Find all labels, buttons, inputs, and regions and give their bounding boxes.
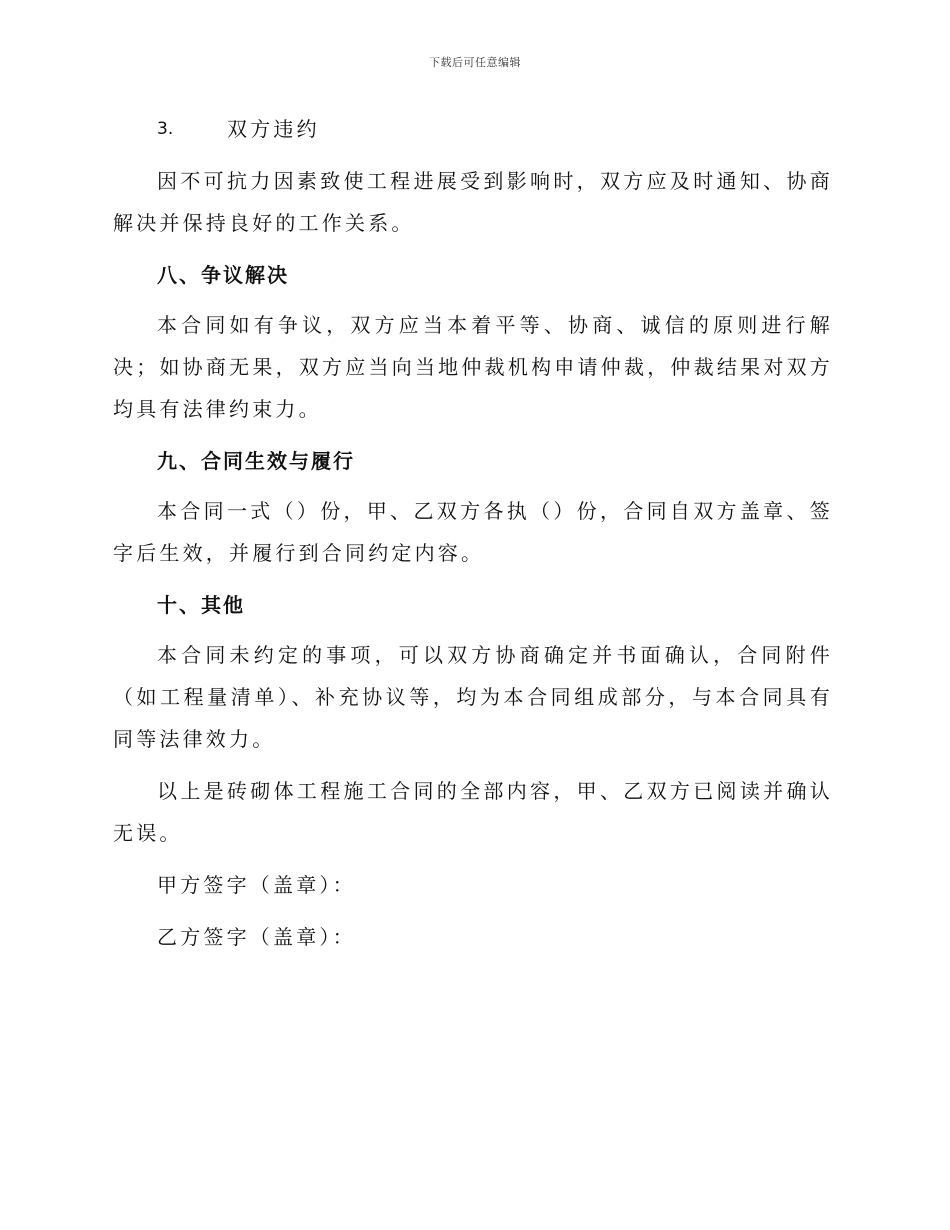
document-body: [113, 108, 833, 958]
paragraph-effect: 本合同一式（）份，甲、乙双方各执（）份，合同自双方盖章、签字后生效，并履行到合同约定内容。: [113, 499, 833, 565]
section-heading-dispute: 八、争议解决: [157, 263, 289, 287]
paragraph-closing: 以上是砖砌体工程施工合同的全部内容，甲、乙双方已阅读并确认无误。: [113, 779, 833, 845]
clause-number: 3.: [157, 119, 174, 139]
paragraph-other: 本合同未约定的事项，可以双方协商确定并书面确认，合同附件（如工程量清单）、补充协议等，均为本合同组成部分，与本合同具有同等法律效力。: [113, 643, 833, 751]
signature-party-a: 甲方签字（盖章）：: [157, 873, 356, 897]
page-header: 下载后可任意编辑: [429, 56, 521, 69]
signature-party-b: 乙方签字（盖章）：: [157, 925, 356, 949]
paragraph-dispute: 本合同如有争议，双方应当本着平等、协商、诚信的原则进行解决；如协商无果，双方应当向当地仲裁机构申请仲裁，仲裁结果对双方均具有法律约束力。: [113, 313, 833, 421]
paragraph-force-majeure: 因不可抗力因素致使工程进展受到影响时，双方应及时通知、协商解决并保持良好的工作关系。: [113, 169, 833, 235]
clause-title: 双方违约: [227, 117, 320, 141]
section-heading-effect: 九、合同生效与履行: [157, 449, 355, 473]
clause-item-3: [113, 108, 833, 150]
section-heading-other: 十、其他: [157, 593, 245, 617]
